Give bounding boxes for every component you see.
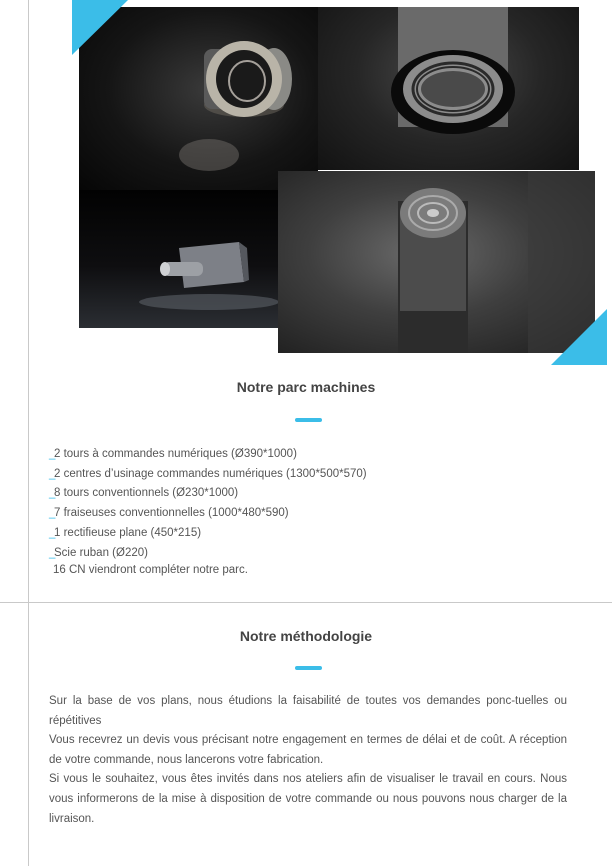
list-item: _2 centres d’usinage commandes numériques (1300*500*570) <box>49 467 367 480</box>
methodologie-title: Notre méthodologie <box>239 628 373 644</box>
list-item: _7 fraiseuses conventionnelles (1000*480*590) <box>49 507 289 520</box>
paragraph: Sur la base de vos plans, nous étudions la faisabilité de toutes vos demandes ponc-tuelles ou répétitives <box>49 695 567 727</box>
title-underline-accent <box>295 666 322 670</box>
photo-machined-pin-top <box>278 171 595 353</box>
parc-note: 16 CN viendront compléter notre parc. <box>53 564 248 576</box>
title-underline-accent <box>295 418 322 422</box>
parc-machines-title: Notre parc machines <box>236 379 376 395</box>
list-item: _1 rectifieuse plane (450*215) <box>49 526 202 539</box>
section-divider <box>0 602 612 603</box>
list-item: _8 tours conventionnels (Ø230*1000) <box>49 487 239 500</box>
photo-ring-closeup <box>318 7 579 170</box>
list-item: _Scie ruban (Ø220) <box>49 546 148 559</box>
methodologie-body <box>49 692 567 829</box>
photo-machined-block-with-shaft <box>79 190 308 328</box>
left-margin-line <box>28 0 29 866</box>
machines-list <box>49 445 367 563</box>
paragraph: Vous recevrez un devis vous précisant notre engagement en termes de délai et de coût. A réception de votre commande, nous lancerons votre fabrication. <box>49 734 567 766</box>
list-item: _2 tours à commandes numériques (Ø390*1000) <box>49 448 297 460</box>
accent-triangle-top-left <box>72 0 128 55</box>
paragraph: Si vous le souhaitez, vous êtes invités dans nos ateliers afin de visualiser le travail en cours. Nous vous informerons de la mise à disposition de votre commande ou nous pouvons nous charger de la livraison. <box>49 773 567 825</box>
accent-triangle-bottom-right <box>551 309 607 365</box>
